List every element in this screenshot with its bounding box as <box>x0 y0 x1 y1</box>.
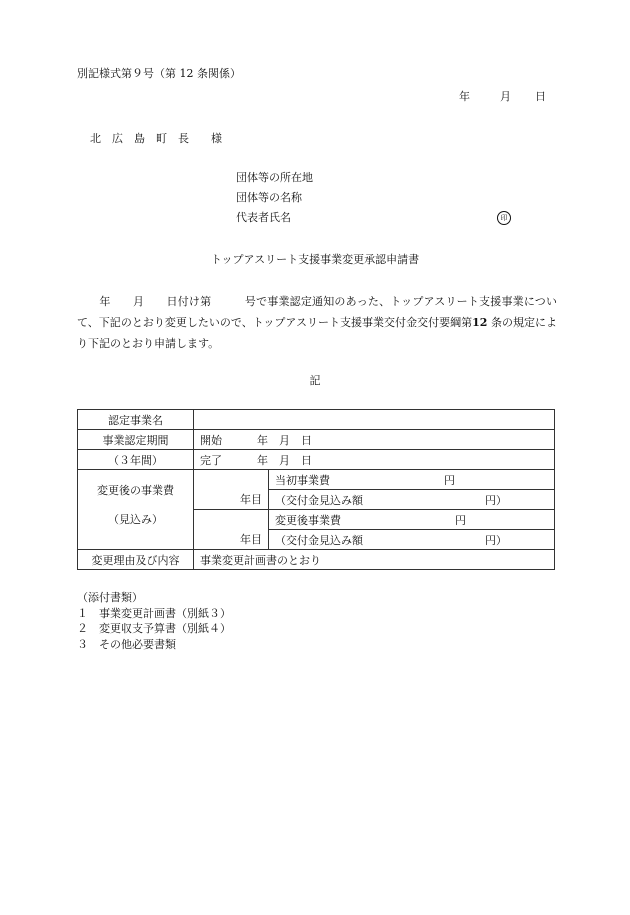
initial-grant-yen: 円） <box>485 493 507 507</box>
addressee: 北 広 島 町 長 様 <box>90 132 222 145</box>
row-initial-cost <box>78 470 555 490</box>
seal-icon: 印 <box>497 211 511 225</box>
start-label: 開始 <box>200 433 222 447</box>
start-date: 年 月 日 <box>257 433 312 447</box>
attachment-item-1: １ 事業変更計画書（別紙３） <box>77 606 231 620</box>
body-paragraph <box>77 291 557 354</box>
ki-heading: 記 <box>309 374 321 387</box>
changed-cost-label: 変更後事業費 <box>275 513 341 527</box>
changed-cost-cell <box>269 510 555 530</box>
body-text-part1: 年 月 日付け第 号で事業認定通知のあった、トップアスリート支援事業について、下記のとおり変更したいので、トップアスリート支援事業交付金交付要綱第 <box>77 295 557 329</box>
changed-year-cell: 年目 <box>194 510 269 550</box>
changed-grant-yen: 円） <box>485 533 507 547</box>
initial-grant-cell <box>269 490 555 510</box>
initial-grant-label: （交付金見込み額 <box>275 493 363 507</box>
changed-cost-yen: 円 <box>455 513 466 527</box>
document-title: トップアスリート支援事業変更承認申請書 <box>210 253 420 266</box>
period-end-cell <box>194 450 555 470</box>
cost-sublabel: （見込み） <box>78 510 194 550</box>
body-text-part2: 条の規定により下記のとおり申請します。 <box>77 316 557 350</box>
form-number: 別記様式第９号（第 12 条関係） <box>77 67 241 80</box>
end-label: 完了 <box>200 453 222 467</box>
project-name-value <box>194 410 555 430</box>
organization-name-label: 団体等の名称 <box>236 191 302 204</box>
representative-label: 代表者氏名 <box>236 211 291 224</box>
reason-label: 変更理由及び内容 <box>78 550 194 570</box>
date-month: 月 <box>500 90 511 103</box>
period-label: 事業認定期間 <box>78 430 194 450</box>
attachment-item-2: ２ 変更収支予算書（別紙４） <box>77 622 231 635</box>
cost-label: 変更後の事業費 <box>78 470 194 510</box>
initial-year-cell: 年目 <box>194 470 269 510</box>
application-table <box>77 409 555 570</box>
end-date: 年 月 日 <box>257 453 312 467</box>
changed-grant-label: （交付金見込み額 <box>275 533 363 547</box>
reason-value: 事業変更計画書のとおり <box>194 550 555 570</box>
row-period-end <box>78 450 555 470</box>
address-label: 団体等の所在地 <box>236 171 313 184</box>
body-article-number: 12 <box>472 316 488 329</box>
date-line <box>459 90 546 104</box>
changed-grant-cell <box>269 530 555 550</box>
attachments-title: （添付書類） <box>77 591 143 604</box>
period-sublabel: （３年間） <box>78 450 194 470</box>
date-day: 日 <box>535 90 546 103</box>
attachments <box>77 590 231 652</box>
row-project-name <box>78 410 555 430</box>
initial-cost-yen: 円 <box>444 473 455 487</box>
date-year: 年 <box>459 90 470 103</box>
row-period-start <box>78 430 555 450</box>
row-changed-cost <box>78 510 555 530</box>
attachment-item-3: ３ その他必要書類 <box>77 637 176 651</box>
row-reason <box>78 550 555 570</box>
project-name-label: 認定事業名 <box>78 410 194 430</box>
initial-cost-label: 当初事業費 <box>275 473 330 487</box>
period-start-cell <box>194 430 555 450</box>
initial-cost-cell <box>269 470 555 490</box>
